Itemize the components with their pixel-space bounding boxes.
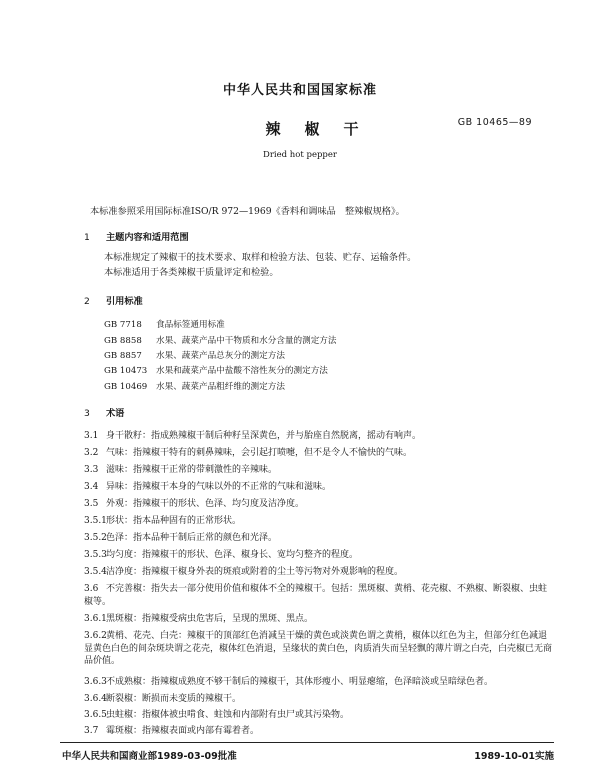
- effective-date: 1989-10-01实施: [474, 751, 554, 762]
- reference-item: [104, 318, 225, 330]
- section-title: 主题内容和适用范围: [106, 232, 189, 243]
- term-definition: 3.4 异味：指辣椒干本身的气味以外的不正常的气味和滋味。: [84, 482, 332, 492]
- term-definition: 3.5.3均匀度：指辣椒干的形状、色泽、椒身长、宽均匀整齐的程度。: [84, 550, 359, 560]
- section-2-heading: [84, 293, 143, 307]
- reference-item: [104, 364, 328, 376]
- reference-name: 水果、蔬菜产品粗纤维的测定方法: [156, 382, 285, 392]
- reference-item: [104, 380, 285, 392]
- term-definition: 3.6.1黑斑椒：指辣椒受病虫危害后，呈现的黑斑、黑点。: [84, 614, 314, 624]
- reference-code: GB 8857: [104, 351, 142, 361]
- term-definition: 3.6.5虫蛀椒：指椒体被虫啃食、蛀蚀和内部附有虫尸或其污染物。: [84, 710, 350, 720]
- term-definition: 3.3 滋味：指辣椒干正常的带刺激性的辛辣味。: [84, 465, 278, 475]
- reference-code: GB 8858: [104, 336, 142, 346]
- section-1-heading: [84, 229, 189, 243]
- standard-number: GB 10465—89: [457, 117, 532, 128]
- term-definition: 3.1 身干散籽：指成熟辣椒干制后种籽呈深黄色，并与胎座自然脱离，摇动有响声。: [84, 431, 422, 441]
- reference-code: GB 10469: [104, 382, 148, 392]
- reference-name: 水果、蔬菜产品总灰分的测定方法: [156, 351, 285, 361]
- footer-divider: [60, 742, 554, 743]
- term-definition: 3.5.2色泽：指本品种干制后正常的颜色和光泽。: [84, 533, 278, 543]
- reference-code: GB 7718: [104, 320, 142, 330]
- reference-name: 食品标签通用标准: [156, 320, 225, 330]
- reference-name: 水果、蔬菜产品中干物质和水分含量的测定方法: [156, 336, 337, 346]
- section-1-paragraph-2: 本标准适用于各类辣椒干质量评定和检验。: [104, 267, 279, 278]
- term-definition: 3.5.1形状：指本品种固有的正常形状。: [84, 516, 242, 526]
- approval-line: 中华人民共和国商业部1989-03-09批准: [62, 751, 237, 762]
- term-definition: 3.6.3不成熟椒：指辣椒成熟度不够干制后的辣椒干，其体形瘦小、明显瘪缩，色泽暗淡或呈暗绿色者。: [84, 677, 494, 687]
- document-title: 辣椒干: [265, 120, 383, 138]
- term-definition: 3.2 气味：指辣椒干特有的刺鼻辣味，会引起打喷嚏，但不是令人不愉快的气味。: [84, 448, 413, 458]
- section-title: 术语: [106, 408, 125, 419]
- reference-code: GB 10473: [104, 366, 148, 376]
- term-definition: 3.7 霉斑椒：指辣椒表面或内部有霉着者。: [84, 726, 260, 736]
- intro-paragraph: 本标准参照采用国际标准ISO/R 972—1969《香料和调味品 整辣椒规格》。: [90, 206, 405, 217]
- term-definition: 3.6.4断裂椒：断损而未变质的辣椒干。: [84, 694, 242, 704]
- reference-name: 水果和蔬菜产品中盐酸不溶性灰分的测定方法: [156, 366, 328, 376]
- section-number: 1: [84, 232, 90, 243]
- term-definition: 3.6 不完善椒：指失去一部分使用价值和椒体不全的辣椒干。包括：黑斑椒、黄梢、花壳椒、不熟椒、断裂椒、虫蛀椒等。: [84, 584, 548, 607]
- section-title: 引用标准: [106, 296, 143, 307]
- section-1-paragraph-1: 本标准规定了辣椒干的技术要求、取样和检验方法、包装、贮存、运输条件。: [104, 252, 417, 263]
- section-number: 3: [84, 408, 90, 419]
- document-title-english: Dried hot pepper: [263, 150, 337, 160]
- term-definition: 3.5 外观：指辣椒干的形状、色泽、均匀度及洁净度。: [84, 499, 305, 509]
- section-3-heading: [84, 405, 124, 419]
- reference-item: [104, 334, 336, 346]
- term-definition: 3.6.2黄梢、花壳、白壳：辣椒干的顶部红色消减呈干燥的黄色或淡黄色谓之黄梢，椒体以红色为主，但部分红色减退显黄色白色的间杂斑块谓之花壳，椒体红色消退，呈缘状的黄白色，肉质消失而呈轻飘的薄片谓之白壳，白壳椒已无商品价值。: [84, 631, 553, 667]
- standard-title: 中华人民共和国国家标准: [222, 83, 377, 98]
- term-definition: 3.5.4洁净度：指辣椒干椒身外表的斑痕或附着的尘土等污物对外观影响的程度。: [84, 567, 404, 577]
- section-number: 2: [84, 296, 90, 307]
- reference-item: [104, 349, 285, 361]
